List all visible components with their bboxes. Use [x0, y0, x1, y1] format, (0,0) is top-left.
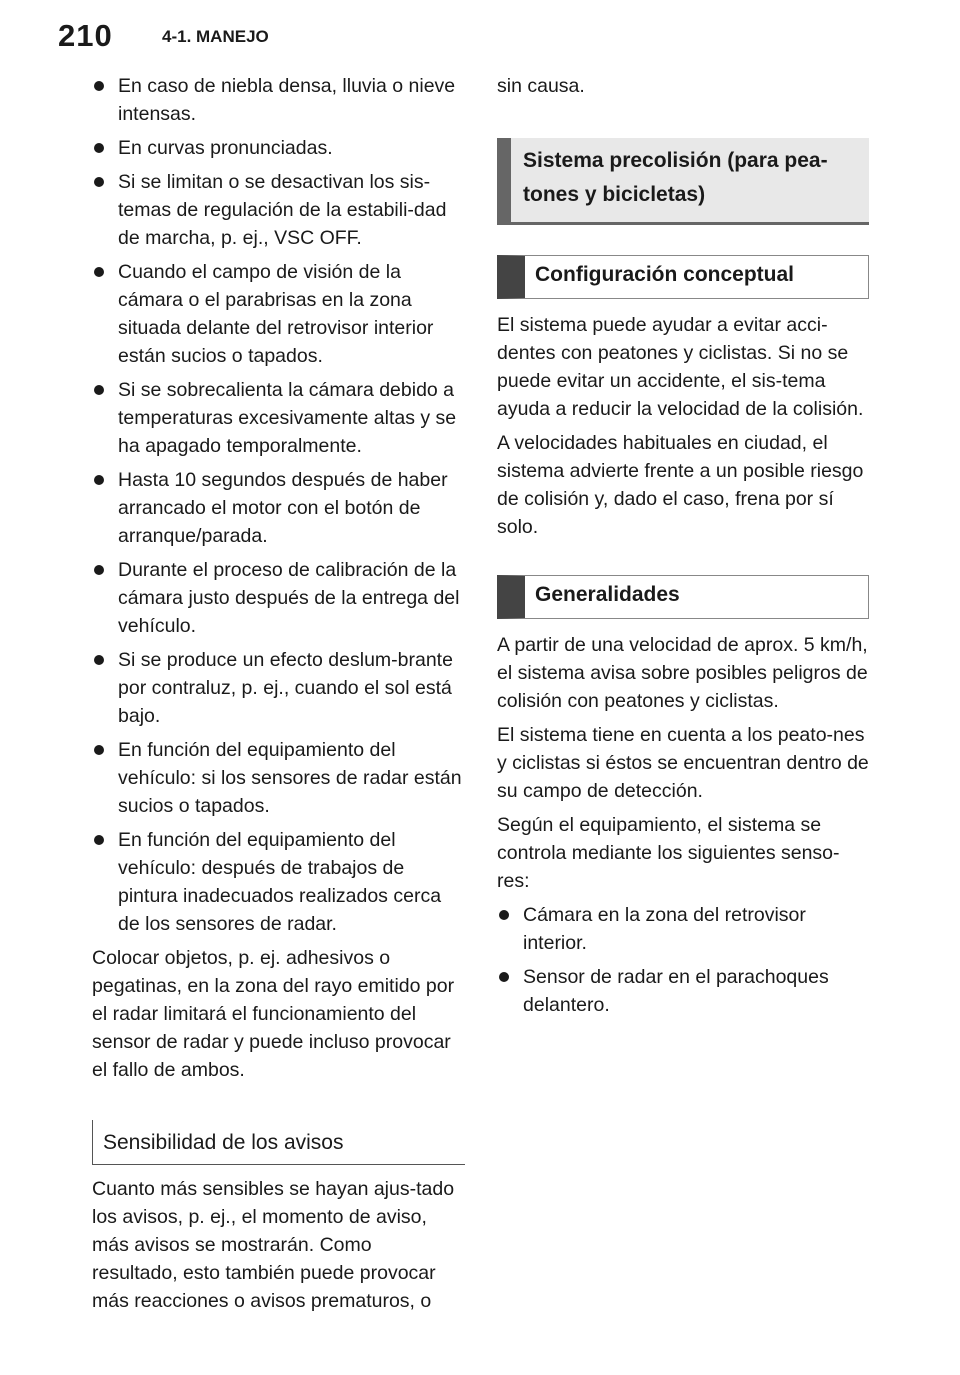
main-section-heading: Sistema precolisión (para pea-tones y bicicletas)	[497, 138, 869, 225]
sensors-list	[497, 901, 869, 1019]
list-item: Cuando el campo de visión de la cámara o el parabrisas en la zona situada delante del retrovisor interior están sucios o tapados.	[92, 258, 462, 370]
general-paragraph-2: El sistema tiene en cuenta a los peato-nes y ciclistas si éstos se encuentran dentro de su campo de detección.	[497, 724, 869, 802]
list-item: Cámara en la zona del retrovisor interior.	[497, 901, 869, 957]
page-number: 210	[58, 18, 113, 53]
list-item: En función del equipamiento del vehículo: si los sensores de radar están sucios o tapados.	[92, 736, 462, 820]
list-item: Hasta 10 segundos después de haber arrancado el motor con el botón de arranque/parada.	[92, 466, 462, 550]
list-item: Sensor de radar en el parachoques delantero.	[497, 963, 869, 1019]
heading-concept: Configuración conceptual	[497, 255, 869, 299]
list-item: Si se sobrecalienta la cámara debido a temperaturas excesivamente altas y se ha apagado temporalmente.	[92, 376, 462, 460]
list-item: En función del equipamiento del vehículo: después de trabajos de pintura inadecuados realizados cerca de los sensores de radar.	[92, 826, 462, 938]
conditions-list	[92, 72, 462, 938]
list-item: Si se limitan o se desactivan los sis-temas de regulación de la estabili-dad de marcha, p. ej., VSC OFF.	[92, 168, 462, 252]
general-paragraph-3: Según el equipamiento, el sistema se controla mediante los siguientes senso-res:	[497, 814, 840, 892]
continuation-text: sin causa.	[497, 75, 585, 97]
subheading-sensitivity: Sensibilidad de los avisos	[92, 1120, 465, 1165]
section-label: 4-1. MANEJO	[162, 27, 269, 46]
heading-general: Generalidades	[497, 575, 869, 619]
left-column	[92, 72, 462, 1321]
list-item: Si se produce un efecto deslum-brante por contraluz, p. ej., cuando el sol está bajo.	[92, 646, 462, 730]
list-item: Durante el proceso de calibración de la cámara justo después de la entrega del vehículo.	[92, 556, 462, 640]
sensitivity-paragraph: Cuanto más sensibles se hayan ajus-tado los avisos, p. ej., el momento de aviso, más avisos se mostrarán. Como resultado, esto también puede provocar más reacciones o avisos prematuros, o	[92, 1178, 455, 1312]
concept-paragraph-1: El sistema puede ayudar a evitar acci-dentes con peatones y ciclistas. Si no se puede evitar un accidente, el sis-tema ayuda a reducir la velocidad de la colisión.	[497, 314, 864, 420]
list-item: En caso de niebla densa, lluvia o nieve intensas.	[92, 72, 462, 128]
radar-paragraph: Colocar objetos, p. ej. adhesivos o pegatinas, en la zona del rayo emitido por el radar limitará el funcionamiento del sensor de radar y puede incluso provocar el fallo de ambos.	[92, 947, 455, 1081]
general-paragraph-1: A partir de una velocidad de aprox. 5 km/h, el sistema avisa sobre posibles peligros de colisión con peatones y ciclistas.	[497, 634, 868, 712]
concept-paragraph-2: A velocidades habituales en ciudad, el sistema advierte frente a un posible riesgo de colisión y, dado el caso, frena por sí solo.	[497, 432, 864, 538]
list-item: En curvas pronunciadas.	[92, 134, 462, 162]
right-column	[497, 72, 869, 1025]
